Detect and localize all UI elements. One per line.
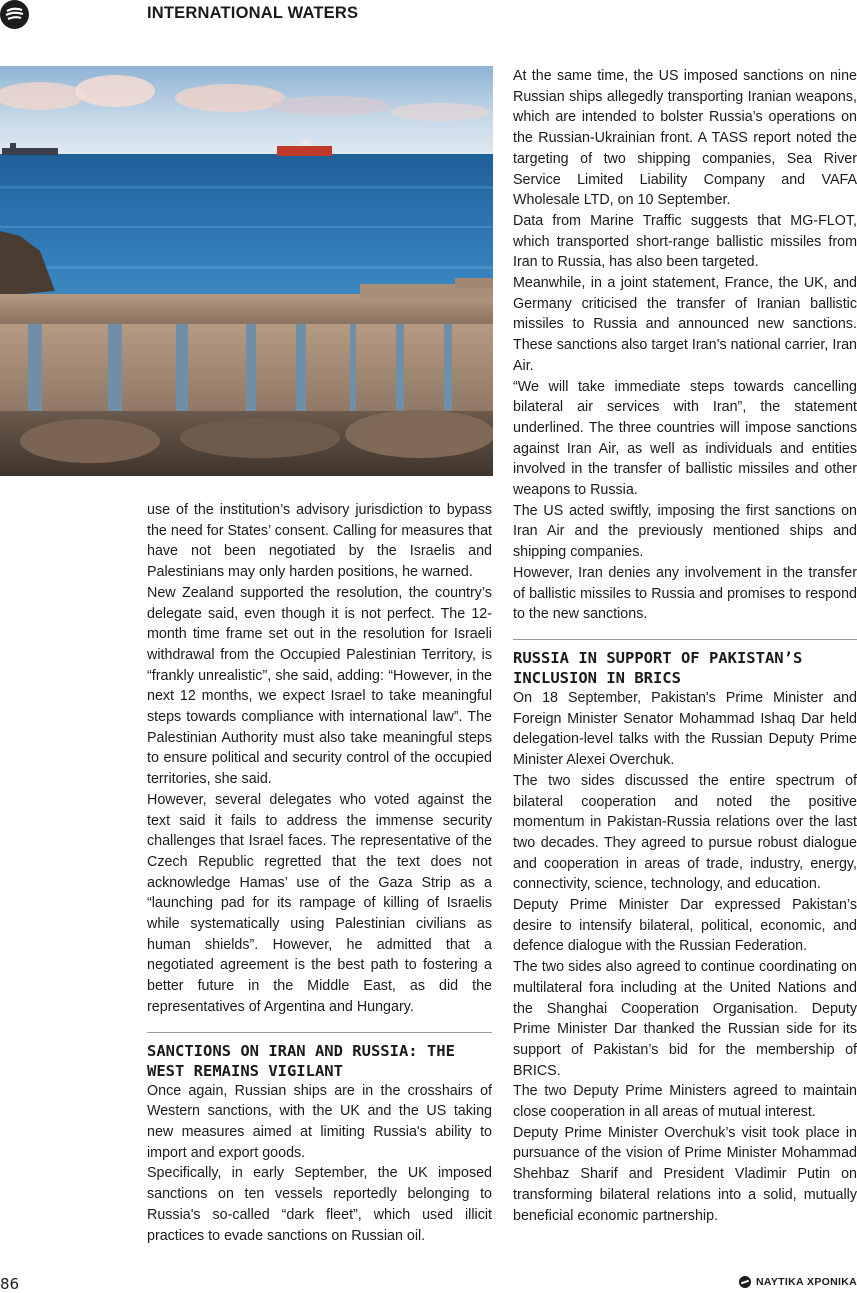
- brand-footer: [739, 1276, 857, 1288]
- body-paragraph: At the same time, the US imposed sanctions on nine Russian ships allegedly transporting Iranian weapons, which are intended to bolster Russia’s operations on the Russian-Ukrainian front. A TASS report noted the targeting of two shipping companies, Sea River Service Limited Liability Company and VAFA Wholesale LTD, on 10 September.: [513, 68, 857, 209]
- body-paragraph: Once again, Russian ships are in the crosshairs of Western sanctions, with the UK and the US taking new measures aimed at limiting Russia's ability to import and export goods.: [147, 1082, 492, 1161]
- body-paragraph: On 18 September, Pakistan's Prime Minister and Foreign Minister Senator Mohammad Ishaq Dar held delegation-level talks with the Russian Deputy Prime Minister Alexei Overchuk.: [513, 689, 857, 769]
- body-paragraph: “We will take immediate steps towards cancelling bilateral air services with Iran”, the statement underlined. The three countries will impose sanctions against Iran Air, as well as individuals and entities involved in the transfer of ballistic missiles and other weapons to Russia.: [513, 378, 857, 499]
- section-heading: SANCTIONS ON IRAN AND RUSSIA: THE WEST REMAINS VIGILANT: [147, 1041, 455, 1080]
- page-number: 86: [0, 1275, 20, 1293]
- brand-name: ΝΑΥΤΙΚΑ ΧΡΟΝΙΚΑ: [756, 1276, 857, 1288]
- body-paragraph: use of the institution’s advisory jurisdiction to bypass the need for States’ consent. Calling for measures that have not been negotiated by the Israelis and Palestinians may only harden positions, he warned.: [147, 502, 492, 581]
- sea-ships-photo: [0, 66, 493, 476]
- body-paragraph: The two sides also agreed to continue coordinating on multilateral fora including at the United Nations and the Shanghai Cooperation Organisation. Deputy Prime Minister Dar thanked the Russian side for its support of Pakistan’s bid for the membership of BRICS.: [513, 959, 857, 1079]
- body-paragraph: Meanwhile, in a joint statement, France, the UK, and Germany criticised the transfer of Iranian ballistic missiles to Russia and announced new sanctions. These sanctions also target Iran’s national carrier, Iran Air.: [513, 275, 857, 374]
- section-heading: RUSSIA IN SUPPORT OF PAKISTAN’S INCLUSION IN BRICS: [513, 648, 803, 687]
- body-paragraph: Deputy Prime Minister Overchuk’s visit took place in pursuance of the vision of Prime Minister Mohammad Shehbaz Sharif and President Vladimir Putin on transforming bilateral relations into a solid, mutually beneficial economic partnership.: [513, 1124, 857, 1224]
- body-paragraph: Deputy Prime Minister Dar expressed Pakistan’s desire to intensify bilateral, political, economic, and defence dialogue with the Russian Federation.: [513, 897, 857, 955]
- right-column: [513, 66, 857, 1226]
- section-title: INTERNATIONAL WATERS: [147, 4, 359, 22]
- body-paragraph: Specifically, in early September, the UK imposed sanctions on ten vessels reportedly belonging to Russia's so-called “dark fleet”, which used illicit practices to evade sanctions on Russian oil.: [147, 1165, 492, 1244]
- body-paragraph: The two sides discussed the entire spectrum of bilateral cooperation and noted the positive momentum in Pakistan-Russia relations over the last two decades. They agreed to pursue robust dialogue and cooperation in areas of trade, industry, energy, connectivity, science, technology, and education.: [513, 772, 857, 893]
- magazine-logo-icon: [0, 0, 29, 29]
- body-paragraph: However, Iran denies any involvement in the transfer of ballistic missiles to Russia and promises to respond to the new sanctions.: [513, 564, 857, 623]
- body-paragraph: The US acted swiftly, imposing the first sanctions on Iran Air and the previously mentioned ships and shipping companies.: [513, 502, 857, 561]
- body-paragraph: New Zealand supported the resolution, the country’s delegate said, even though it is not perfect. The 12-month time frame set out in the resolution for Israeli withdrawal from the Occupied Palestinian Territory, is “frankly unrealistic”, she said, adding: “However, in the next 12 months, we expect Israel to take meaningful steps towards compliance with international law”. The Palestinian Authority must also take meaningful steps to ensure political and security control of the occupied territories, she said.: [147, 584, 492, 788]
- body-paragraph: However, several delegates who voted against the text said it fails to address the immense security challenges that Israel faces. The representative of the Czech Republic regretted that the text does not acknowledge Hamas’ use of the Gaza Strip as a “launching pad for its rampage of killing of Israelis while systematically using Palestinian civilians as human shields”. However, he admitted that a negotiated agreement is the best path to fostering a better future in the Middle East, as did the representatives of Argentina and Hungary.: [147, 791, 492, 1015]
- left-column: [147, 500, 492, 1246]
- body-paragraph: Data from Marine Traffic suggests that MG-FLOT, which transported short-range ballistic missiles from Iran to Russia, has also been targeted.: [513, 212, 857, 271]
- section-divider: [513, 639, 857, 640]
- body-paragraph: The two Deputy Prime Ministers agreed to maintain close cooperation in all areas of mutual interest.: [513, 1083, 857, 1121]
- section-divider: [147, 1032, 492, 1033]
- brand-mark-icon: [739, 1276, 751, 1288]
